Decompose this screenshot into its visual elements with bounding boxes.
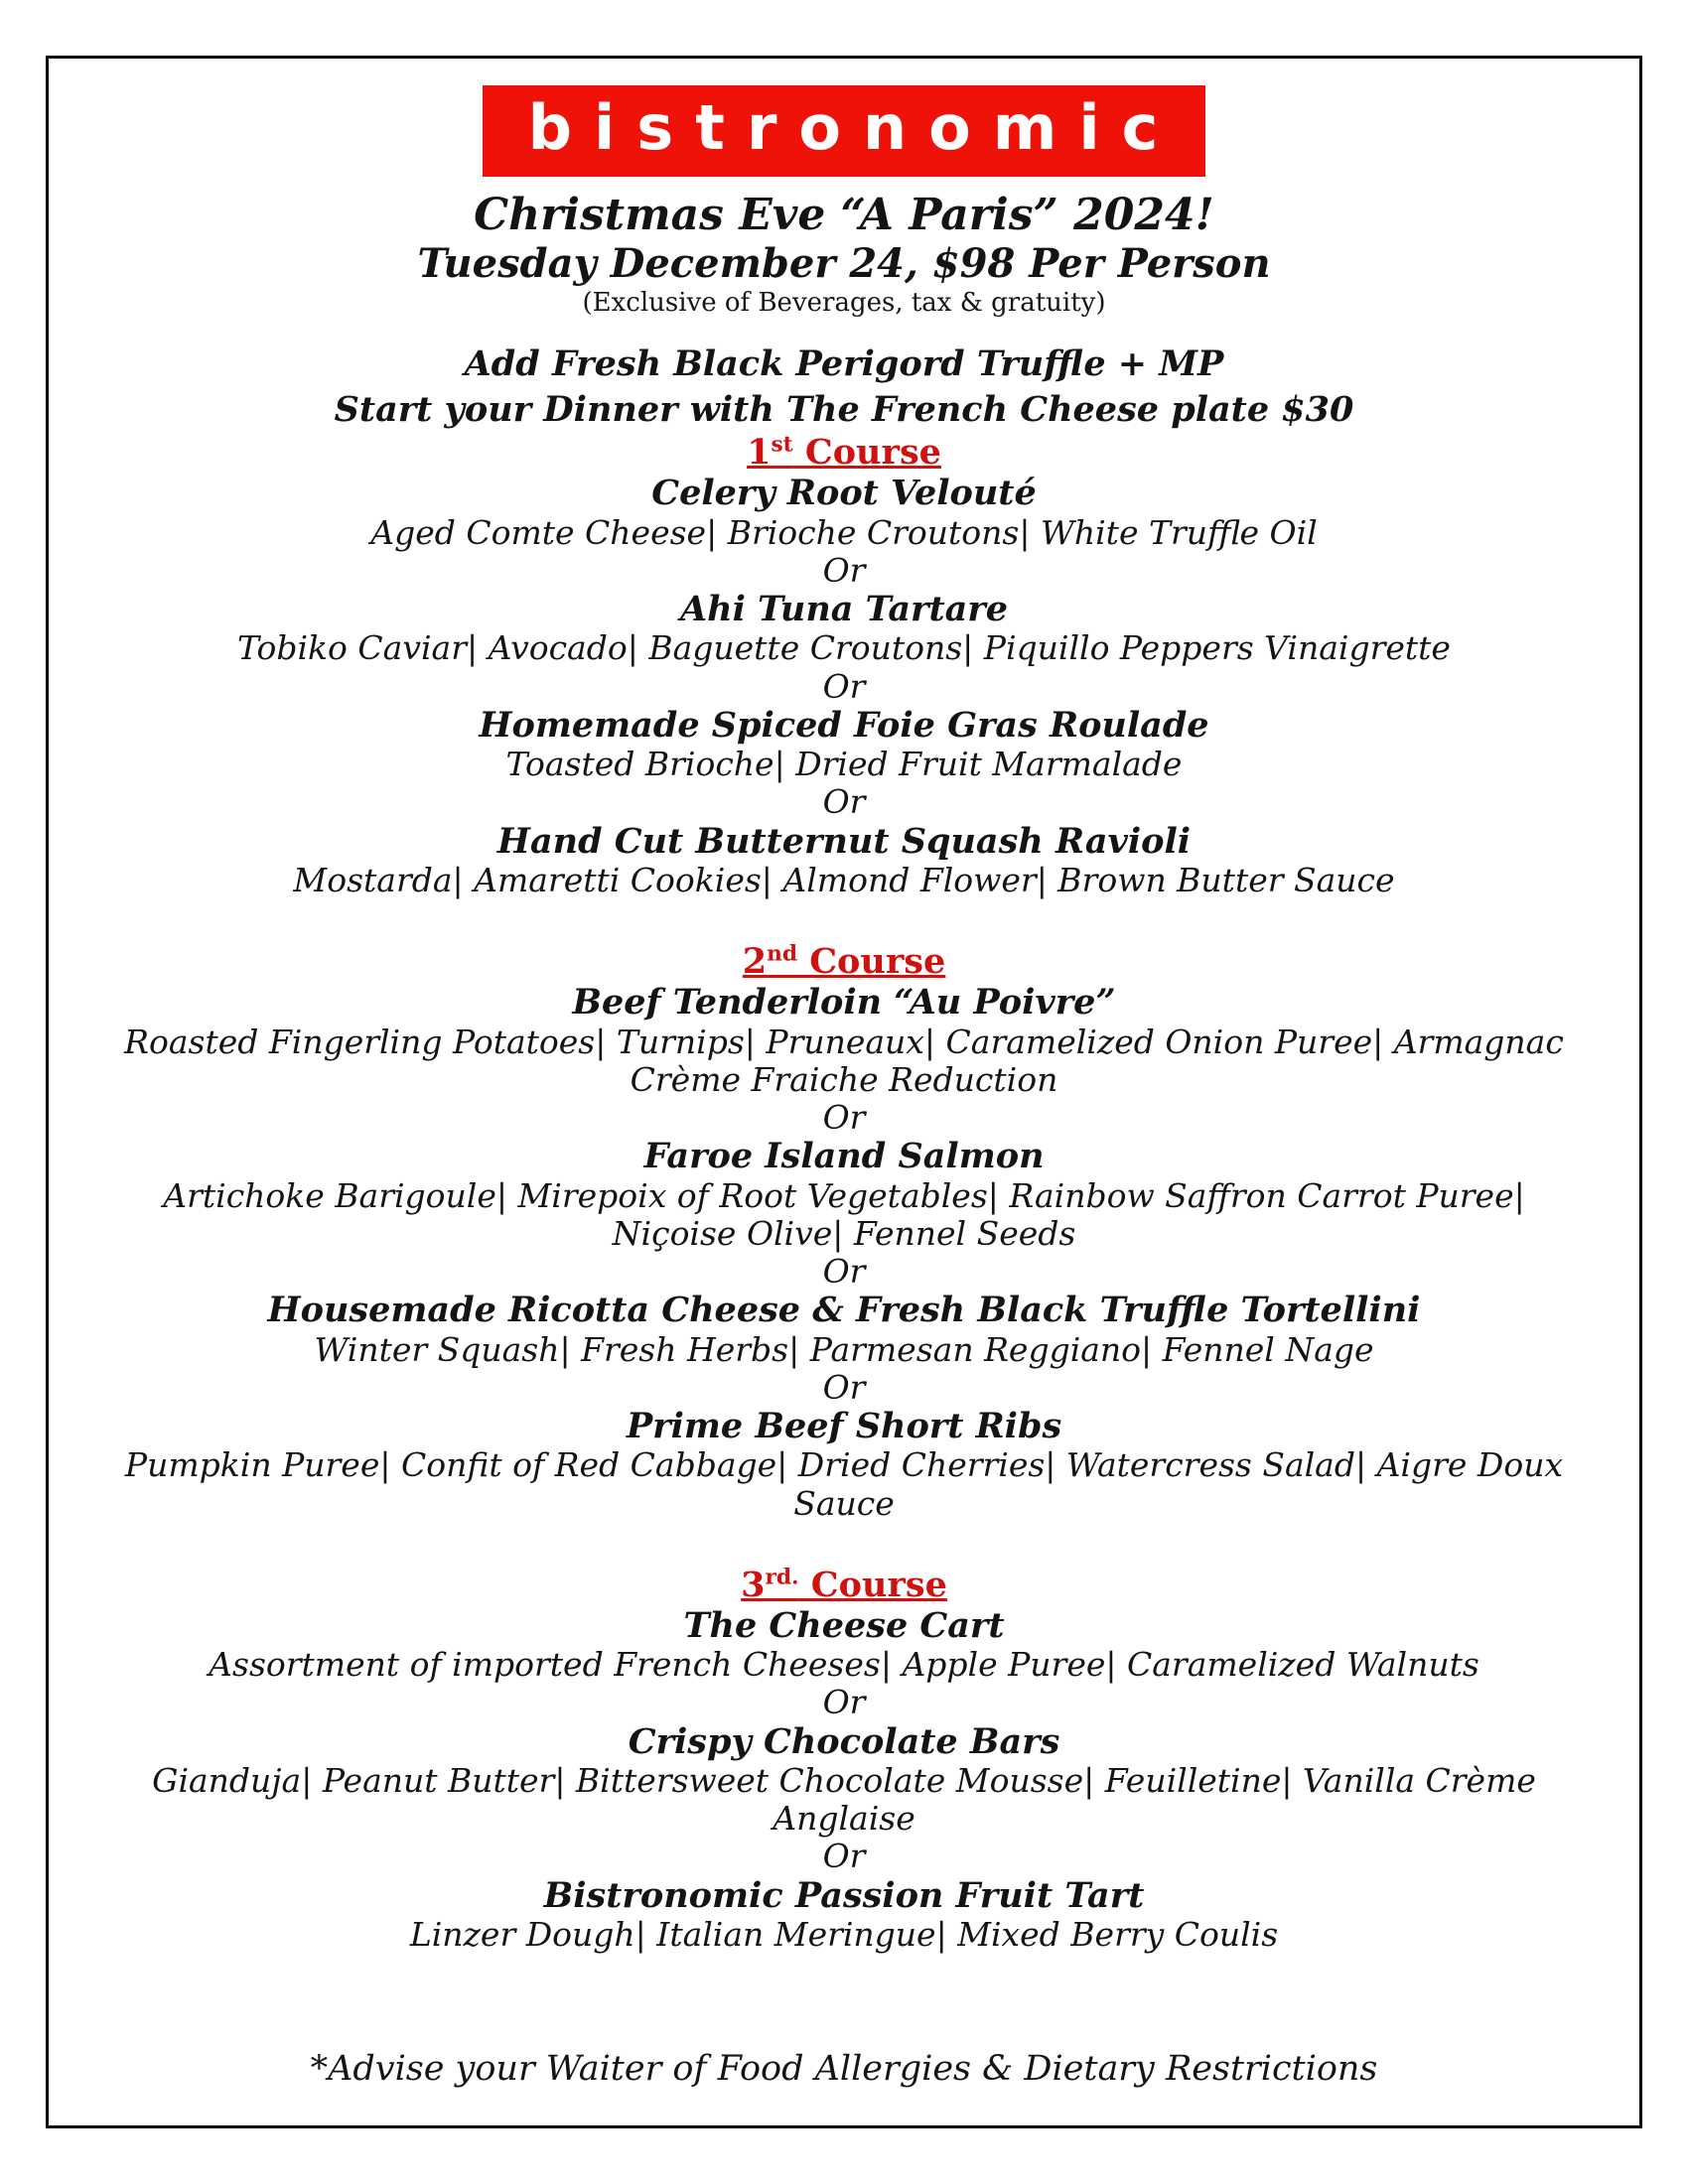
menu-title: Christmas Eve “A Paris” 2024! xyxy=(474,190,1214,240)
course-2-number: 2 xyxy=(742,941,768,983)
addon-truffle: Add Fresh Black Perigord Truffle + MP xyxy=(464,343,1224,385)
allergy-notice: *Advise your Waiter of Food Allergies & Dietary Restrictions xyxy=(310,2049,1378,2090)
course-3-title xyxy=(741,1565,947,1605)
course-1-ordinal: st xyxy=(771,432,793,458)
dish-name: Beef Tenderloin “Au Poivre” xyxy=(572,982,1116,1024)
dish-description: Gianduja| Peanut Butter| Bittersweet Chocolate Mousse| Feuilletine| Vanilla Crème Anglaise xyxy=(152,1760,1536,1839)
course-3-label: Course xyxy=(798,1564,947,1605)
or-separator: Or xyxy=(822,1367,866,1407)
dish-name: Bistronomic Passion Fruit Tart xyxy=(543,1874,1145,1916)
dish-description: Tobiko Caviar| Avocado| Baguette Croutons| Piquillo Peppers Vinaigrette xyxy=(237,628,1451,668)
dish-name: Homemade Spiced Foie Gras Roulade xyxy=(479,704,1209,746)
course-1-title xyxy=(747,432,941,473)
dish-name: Faroe Island Salmon xyxy=(643,1136,1045,1177)
or-separator: Or xyxy=(822,1252,866,1292)
dish-description: Pumpkin Puree| Confit of Red Cabbage| Dried Cherries| Watercress Salad| Aigre Doux Sauce xyxy=(124,1445,1564,1523)
dish-description: Toasted Brioche| Dried Fruit Marmalade xyxy=(505,745,1183,784)
dish-name: Celery Root Velouté xyxy=(651,473,1037,514)
dish-name: Ahi Tuna Tartare xyxy=(679,589,1009,630)
course-1-number: 1 xyxy=(747,432,772,474)
course-3 xyxy=(109,1565,1579,1954)
dish-name: Hand Cut Butternut Squash Ravioli xyxy=(496,820,1192,862)
course-3-header xyxy=(109,1565,1579,1606)
course-1 xyxy=(109,432,1579,899)
dish-description: Aged Comte Cheese| Brioche Croutons| White Truffle Oil xyxy=(370,512,1318,552)
menu-content xyxy=(109,85,1579,2090)
or-separator: Or xyxy=(822,1098,866,1138)
dish-description: Roasted Fingerling Potatoes| Turnips| Pruneaux| Caramelized Onion Puree| Armagnac Crème Fraiche Reduction xyxy=(124,1022,1564,1099)
course-2-title xyxy=(743,941,946,982)
dish-description: Artichoke Barigoule| Mirepoix of Root Vegetables| Rainbow Saffron Carrot Puree| Niçoise Olive| Fennel Seeds xyxy=(163,1175,1525,1253)
dish-name: Housemade Ricotta Cheese & Fresh Black Truffle Tortellini xyxy=(267,1290,1421,1331)
dish-name: Prime Beef Short Ribs xyxy=(626,1406,1062,1447)
course-2-ordinal: nd xyxy=(767,941,798,967)
menu-subtitle: Tuesday December 24, $98 Per Person xyxy=(417,239,1271,287)
or-separator: Or xyxy=(822,666,866,706)
or-separator: Or xyxy=(822,1837,866,1876)
or-separator: Or xyxy=(822,782,866,822)
dish-description: Winter Squash| Fresh Herbs| Parmesan Reggiano| Fennel Nage xyxy=(314,1329,1374,1369)
restaurant-logo-text: bistronomic xyxy=(527,91,1181,164)
course-2-header xyxy=(109,941,1579,983)
dish-name: The Cheese Cart xyxy=(683,1604,1005,1646)
course-3-number: 3 xyxy=(741,1564,766,1605)
dish-description: Mostarda| Amaretti Cookies| Almond Flower| Brown Butter Sauce xyxy=(293,860,1395,899)
dish-name: Crispy Chocolate Bars xyxy=(628,1720,1060,1762)
beverage-tax-note: (Exclusive of Beverages, tax & gratuity) xyxy=(582,287,1106,318)
course-1-label: Course xyxy=(792,432,941,474)
or-separator: Or xyxy=(822,1683,866,1722)
course-2 xyxy=(109,941,1579,1523)
addons-section xyxy=(109,341,1579,432)
restaurant-logo xyxy=(483,85,1206,177)
course-3-ordinal: rd. xyxy=(765,1565,799,1590)
dish-description: Linzer Dough| Italian Meringue| Mixed Berry Coulis xyxy=(409,1914,1279,1954)
course-2-label: Course xyxy=(797,941,946,983)
course-1-header xyxy=(109,432,1579,474)
dish-description: Assortment of imported French Cheeses| Apple Puree| Caramelized Walnuts xyxy=(209,1645,1479,1685)
addon-cheese-plate: Start your Dinner with The French Cheese plate $30 xyxy=(334,388,1354,430)
or-separator: Or xyxy=(822,550,866,590)
